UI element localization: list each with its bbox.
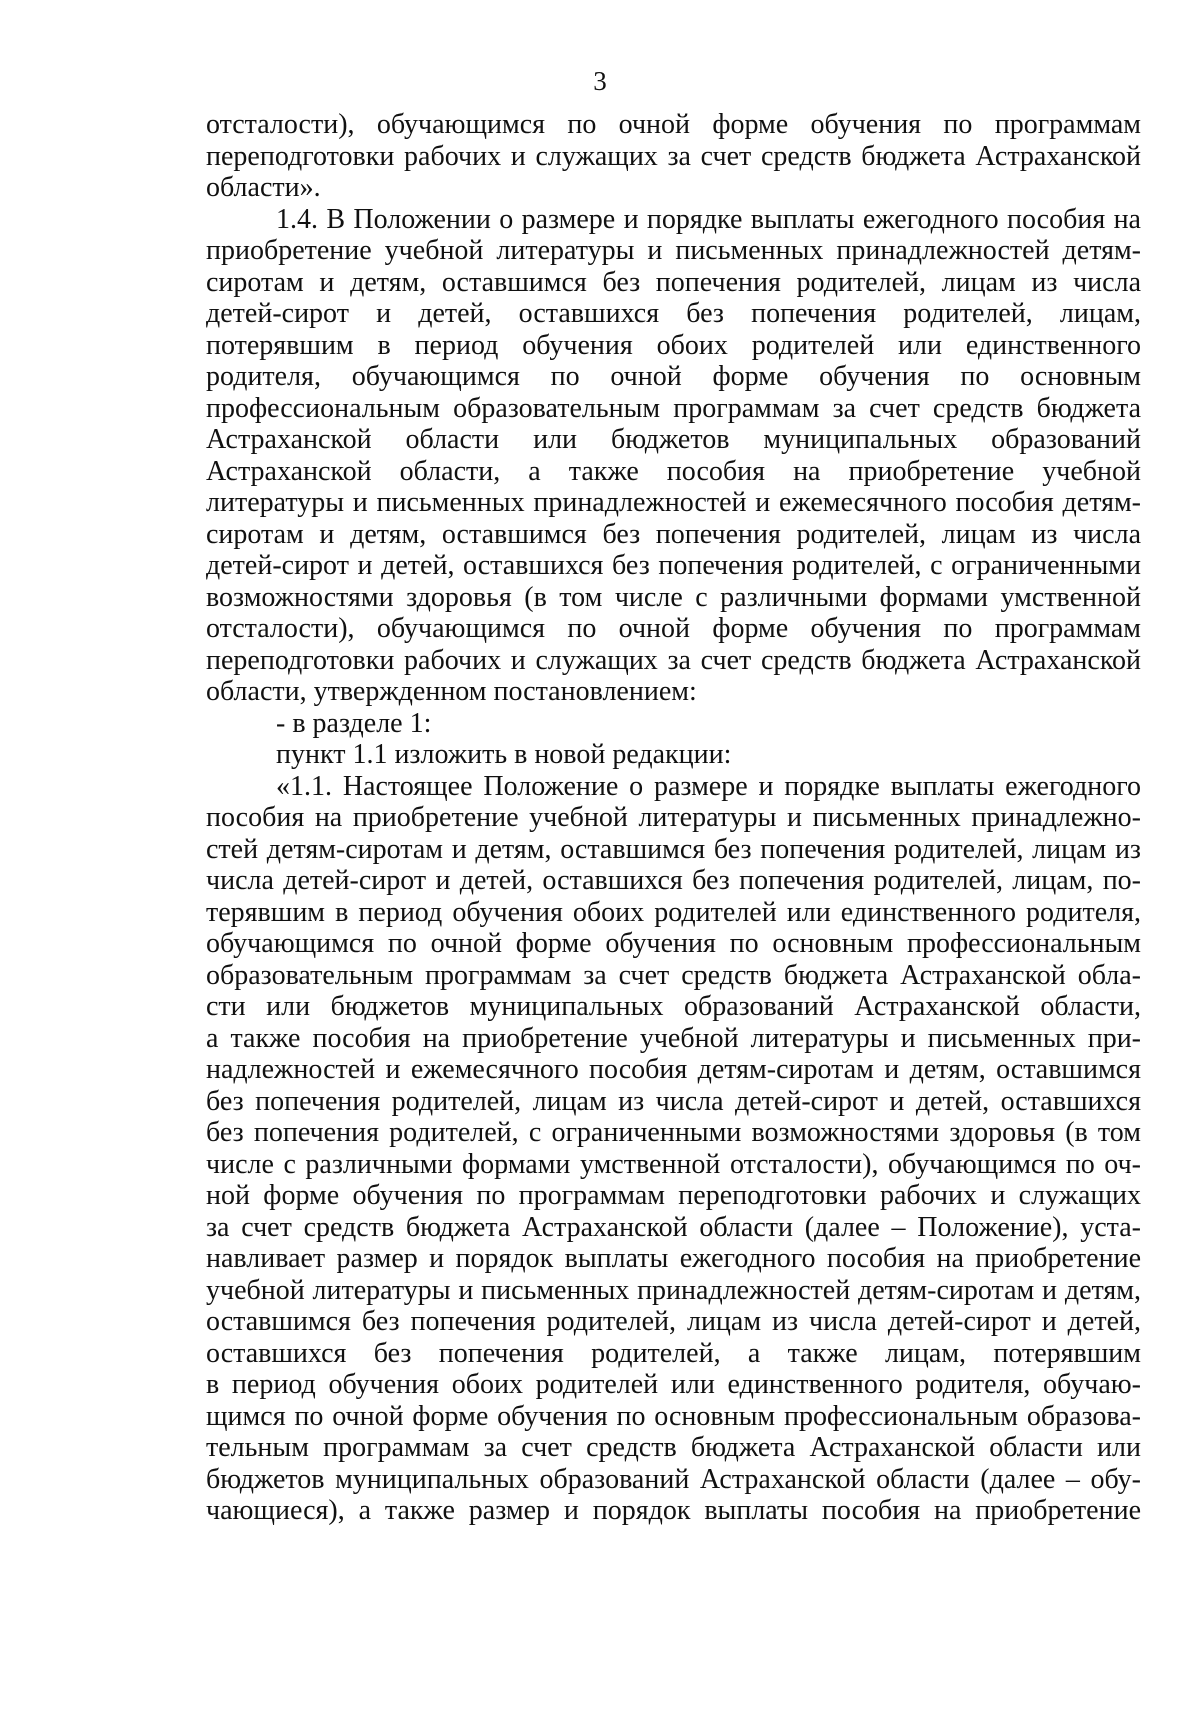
text-line: возможностями здоровья (в том числе с различными формами умственной	[206, 581, 1141, 613]
body-text	[206, 109, 1141, 1527]
text-line: числе с различными формами умственной отсталости), обучающимся по оч-	[206, 1148, 1141, 1180]
text-line: отсталости), обучающимся по очной форме обучения по программам	[206, 613, 1141, 644]
text-line: родителя, обучающимся по очной форме обучения по основным	[206, 361, 1141, 392]
page-number: 3	[593, 66, 607, 96]
text-line: сти или бюджетов муниципальных образований Астраханской области,	[206, 991, 1141, 1022]
text-line: а также пособия на приобретение учебной литературы и письменных при-	[206, 1022, 1141, 1054]
text-line: потерявшим в период обучения обоих родителей или единственного	[206, 329, 1141, 361]
text-line: переподготовки рабочих и служащих за счет средств бюджета Астраханской	[206, 644, 1141, 676]
text-line: чающиеся), а также размер и порядок выплаты пособия на приобретение	[206, 1495, 1141, 1526]
text-line: без попечения родителей, с ограниченными возможностями здоровья (в том	[206, 1117, 1141, 1148]
text-line: надлежностей и ежемесячного пособия детям-сиротам и детям, оставшимся	[206, 1054, 1141, 1085]
text-line: щимся по очной форме обучения по основным профессиональным образова-	[206, 1400, 1141, 1432]
text-line: сиротам и детям, оставшимся без попечения родителей, лицам из числа	[206, 518, 1141, 550]
text-line: стей детям-сиротам и детям, оставшимся без попечения родителей, лицам из	[206, 833, 1141, 865]
text-line: Астраханской области или бюджетов муниципальных образований	[206, 424, 1141, 455]
text-line: литературы и письменных принадлежностей и ежемесячного пособия детям-	[206, 487, 1141, 518]
text-line: навливает размер и порядок выплаты ежегодного пособия на приобретение	[206, 1243, 1141, 1274]
text-line: оставшимся без попечения родителей, лицам из числа детей-сирот и детей,	[206, 1306, 1141, 1337]
text-line: числа детей-сирот и детей, оставшихся без попечения родителей, лицам, по-	[206, 865, 1141, 896]
text-line: детей-сирот и детей, оставшихся без попечения родителей, лицам,	[206, 298, 1141, 329]
text-line: области, утвержденном постановлением:	[206, 676, 697, 707]
text-line: переподготовки рабочих и служащих за счет средств бюджета Астраханской	[206, 140, 1141, 172]
text-line: обучающимся по очной форме обучения по основным профессиональным	[206, 928, 1141, 959]
text-line: Астраханской области, а также пособия на приобретение учебной	[206, 455, 1141, 487]
text-line: детей-сирот и детей, оставшихся без попечения родителей, с ограниченными	[206, 550, 1141, 581]
text-line: области».	[206, 172, 321, 203]
text-line: терявшим в период обучения обоих родителей или единственного родителя,	[206, 896, 1141, 928]
text-line: учебной литературы и письменных принадлежностей детям-сиротам и детям,	[206, 1274, 1141, 1306]
text-line: пункт 1.1 изложить в новой редакции:	[276, 739, 732, 770]
text-line: бюджетов муниципальных образований Астраханской области (далее – обу-	[206, 1463, 1141, 1495]
text-line: «1.1. Настоящее Положение о размере и порядке выплаты ежегодного	[276, 770, 1141, 802]
text-line: образовательным программам за счет средств бюджета Астраханской обла-	[206, 959, 1141, 991]
text-line: пособия на приобретение учебной литературы и письменных принадлежно-	[206, 802, 1141, 833]
text-line: приобретение учебной литературы и письменных принадлежностей детям-	[206, 235, 1141, 266]
text-line: отсталости), обучающимся по очной форме обучения по программам	[206, 109, 1141, 140]
text-line: профессиональным образовательным программам за счет средств бюджета	[206, 392, 1141, 424]
text-line: ной форме обучения по программам переподготовки рабочих и служащих	[206, 1180, 1141, 1211]
text-line: 1.4. В Положении о размере и порядке выплаты ежегодного пособия на	[276, 203, 1141, 235]
text-line: - в разделе 1:	[276, 707, 432, 739]
text-line: сиротам и детям, оставшимся без попечения родителей, лицам из числа	[206, 266, 1141, 298]
text-line: в период обучения обоих родителей или единственного родителя, обучаю-	[206, 1369, 1141, 1400]
text-line: оставшихся без попечения родителей, а также лицам, потерявшим	[206, 1337, 1141, 1369]
text-line: без попечения родителей, лицам из числа детей-сирот и детей, оставшихся	[206, 1085, 1141, 1117]
text-line: за счет средств бюджета Астраханской области (далее – Положение), уста-	[206, 1211, 1141, 1243]
text-line: тельным программам за счет средств бюджета Астраханской области или	[206, 1432, 1141, 1463]
